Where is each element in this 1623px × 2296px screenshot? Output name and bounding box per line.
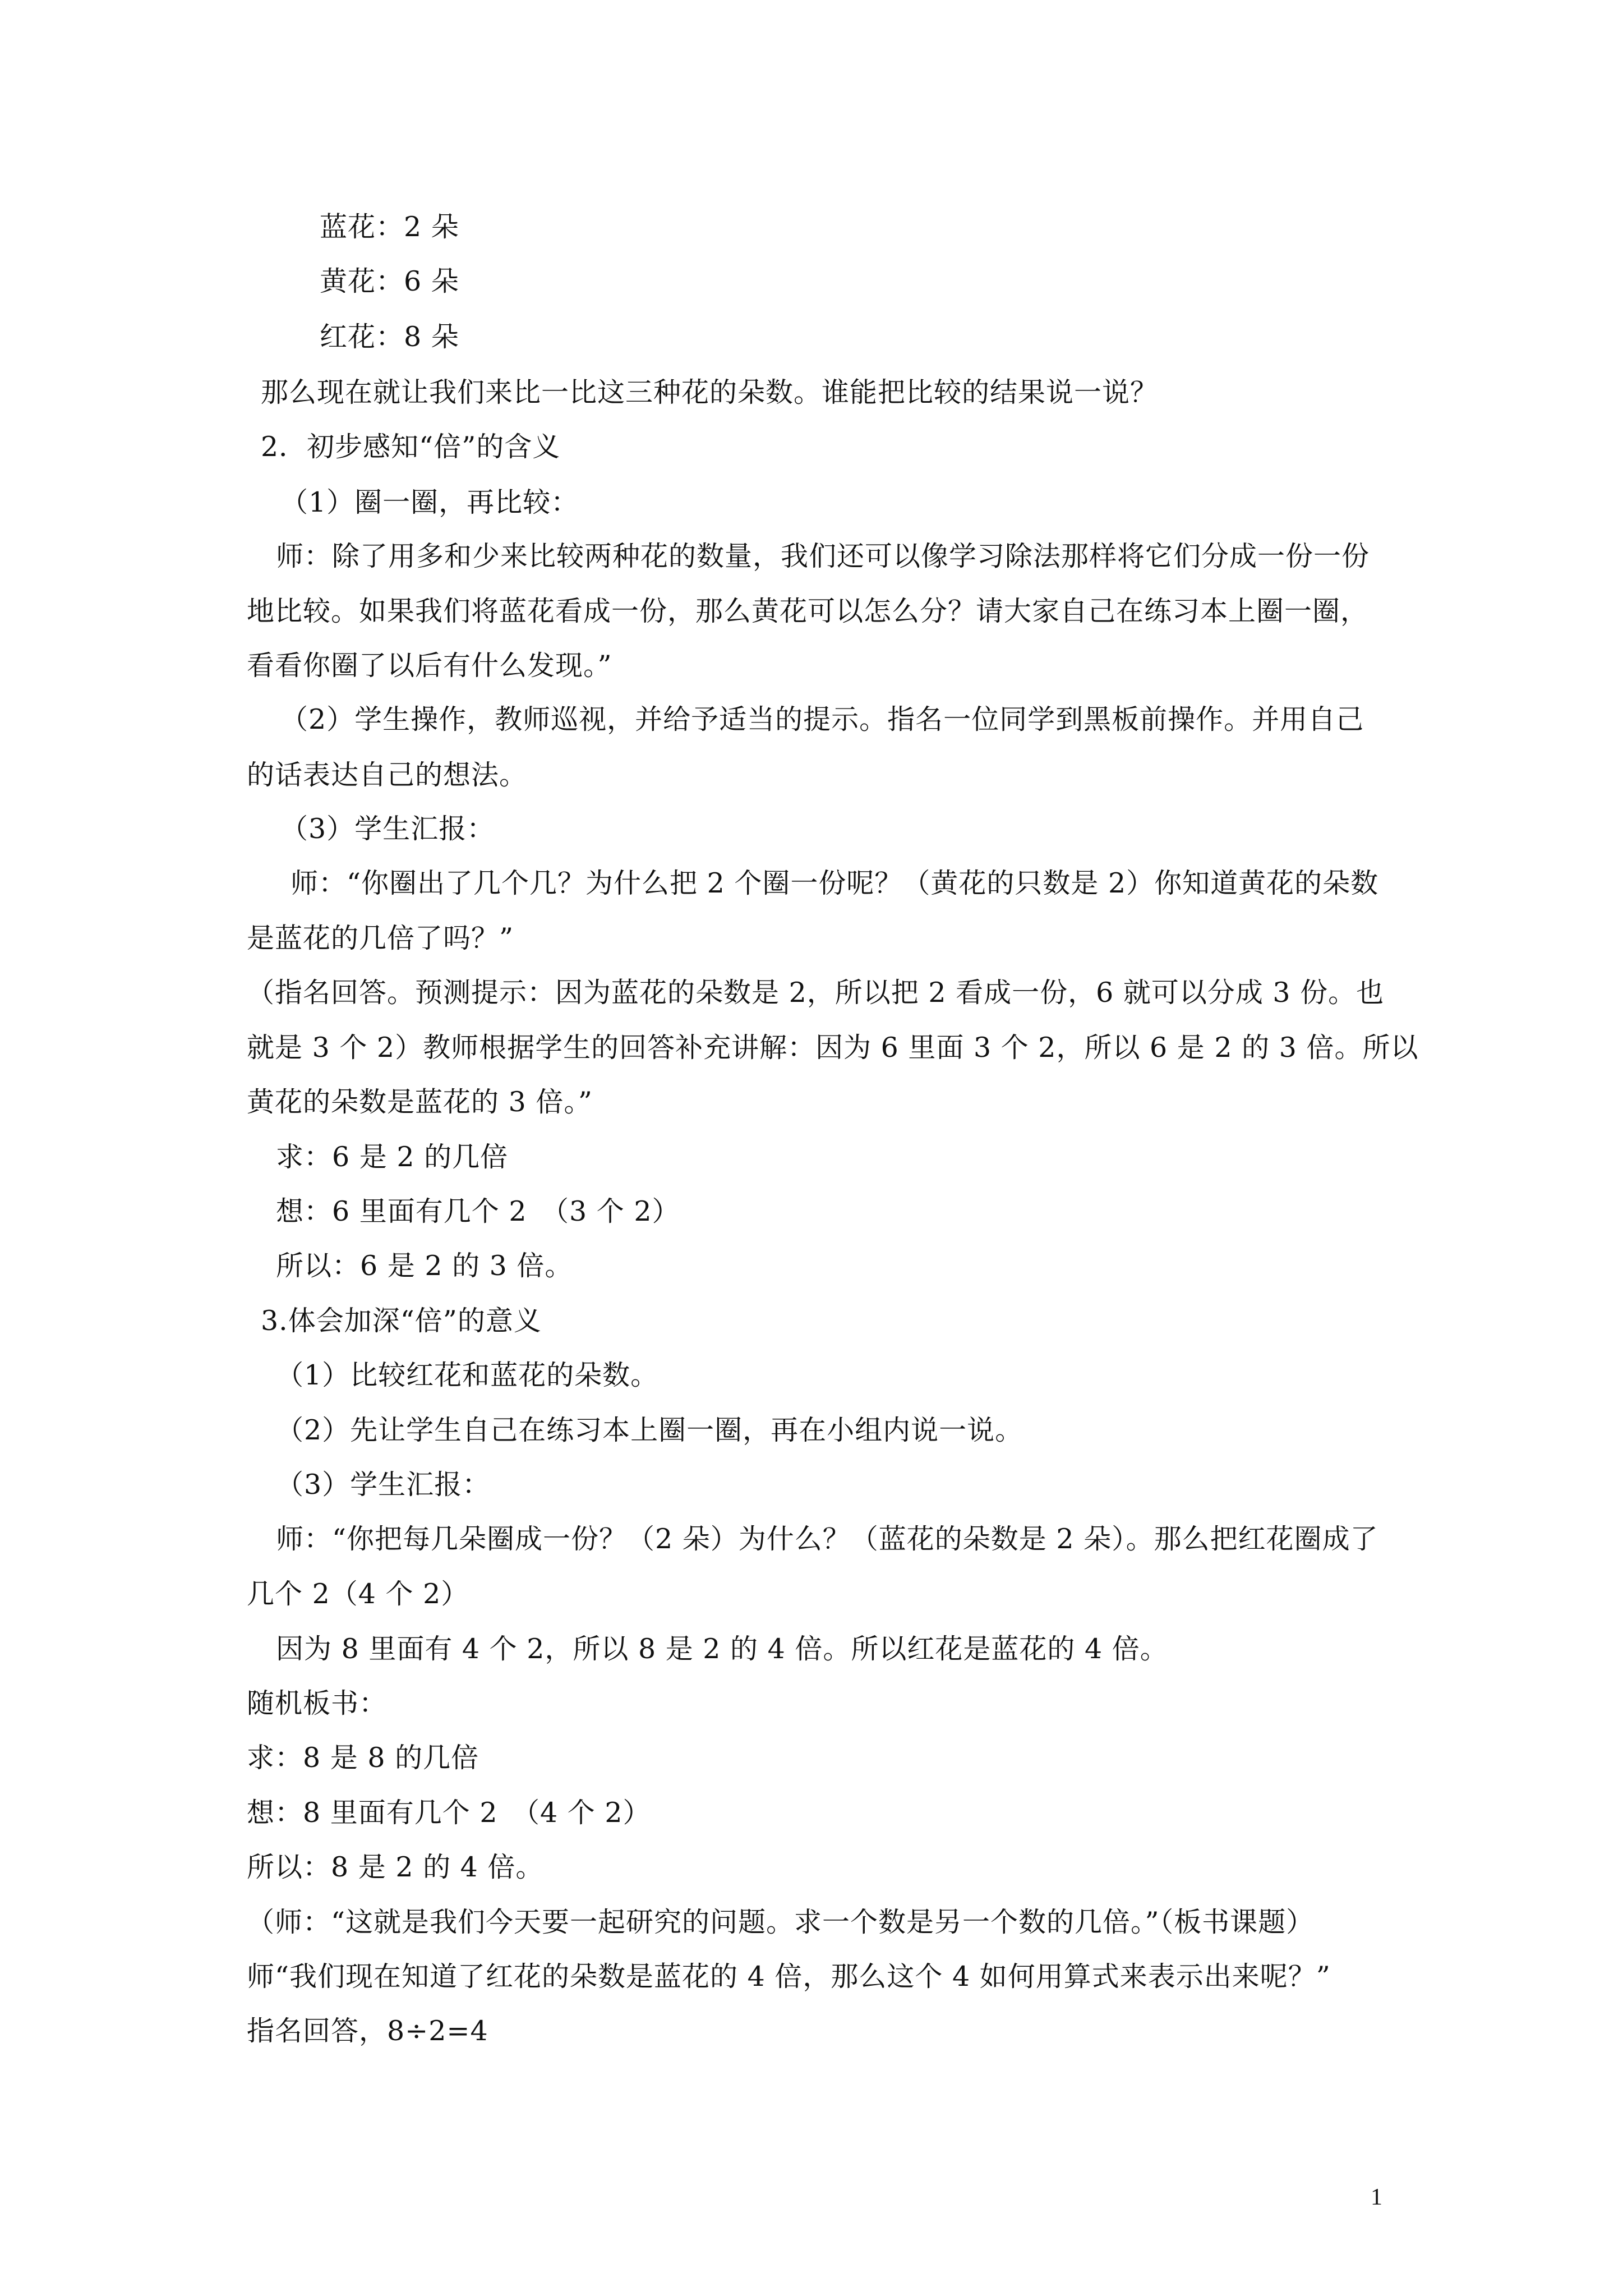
section-heading-3: 3.体会加深“倍”的意义: [261, 1305, 542, 1337]
text-line-teacher-2b: 是蓝花的几倍了吗？”: [247, 922, 514, 954]
page-number: 1: [1371, 2184, 1382, 2210]
text-line-conclusion: 因为 8 里面有 4 个 2，所以 8 是 2 的 4 倍。所以红花是蓝花的 4 倍。: [276, 1633, 1168, 1665]
section-heading-2: 2．初步感知“倍”的含义: [261, 431, 561, 463]
text-line-yellow-flowers: 黄花：6 朵: [320, 265, 459, 297]
text-line-think-2: 想：8 里面有几个 2 （4 个 2）: [247, 1797, 651, 1829]
text-line-answer-c: 黄花的朵数是蓝花的 3 倍。”: [247, 1086, 593, 1118]
text-line-compare-prompt: 那么现在就让我们来比一比这三种花的朵数。谁能把比较的结果说一说？: [261, 376, 1159, 408]
text-line-red-flowers: 红花：8 朵: [320, 321, 459, 353]
text-line-teacher-1b: 地比较。如果我们将蓝花看成一份，那么黄花可以怎么分？请大家自己在练习本上圈一圈，: [247, 595, 1369, 627]
text-line-answer-a: （指名回答。预测提示：因为蓝花的朵数是 2，所以把 2 看成一份，6 就可以分成 3 份。也: [247, 977, 1385, 1009]
text-line-teacher-question: 师“我们现在知道了红花的朵数是蓝花的 4 倍，那么这个 4 如何用算式来表示出来呢？”: [247, 1961, 1331, 1993]
text-line-step-2b: 的话表达自己的想法。: [247, 759, 528, 791]
text-line-blue-flowers: 蓝花：2 朵: [320, 211, 459, 243]
text-line-teacher-3b: 几个 2（4 个 2）: [247, 1578, 469, 1610]
text-line-lesson-topic: （师：“这就是我们今天要一起研究的问题。求一个数是另一个数的几倍。”（板书课题）: [247, 1906, 1315, 1938]
text-line-therefore-2: 所以：8 是 2 的 4 倍。: [247, 1851, 544, 1883]
text-line-answer-equation: 指名回答，8÷2=4: [247, 2015, 488, 2047]
text-line-board-heading: 随机板书：: [247, 1687, 388, 1719]
text-line-report: （3）学生汇报：: [276, 1469, 491, 1501]
text-line-think-1: 想：6 里面有几个 2 （3 个 2）: [276, 1195, 680, 1227]
text-line-step-1: （1）圈一圈，再比较：: [280, 486, 579, 518]
text-line-teacher-3a: 师：“你把每几朵圈成一份？（2 朵）为什么？（蓝花的朵数是 2 朵）。那么把红花圈成了: [276, 1523, 1378, 1555]
text-line-teacher-1a: 师：除了用多和少来比较两种花的数量，我们还可以像学习除法那样将它们分成一份一份: [276, 540, 1370, 572]
text-line-step-3: （3）学生汇报：: [280, 813, 495, 845]
text-line-step-2a: （2）学生操作，教师巡视，并给予适当的提示。指名一位同学到黑板前操作。并用自己: [280, 703, 1364, 735]
text-line-therefore-1: 所以：6 是 2 的 3 倍。: [276, 1250, 573, 1282]
text-line-answer-b: 就是 3 个 2）教师根据学生的回答补充讲解：因为 6 里面 3 个 2，所以 6 是 2 的 3 倍。所以: [247, 1032, 1419, 1064]
text-line-find-1: 求：6 是 2 的几倍: [276, 1141, 509, 1173]
text-line-compare-red-blue: （1）比较红花和蓝花的朵数。: [276, 1359, 659, 1391]
text-line-teacher-2a: 师：“你圈出了几个几？为什么把 2 个圈一份呢？（黄花的只数是 2）你知道黄花的朵数: [291, 867, 1379, 899]
text-line-teacher-1c: 看看你圈了以后有什么发现。”: [247, 650, 612, 682]
text-line-group-discussion: （2）先让学生自己在练习本上圈一圈，再在小组内说一说。: [276, 1414, 1023, 1446]
text-line-find-2: 求：8 是 8 的几倍: [247, 1742, 479, 1774]
